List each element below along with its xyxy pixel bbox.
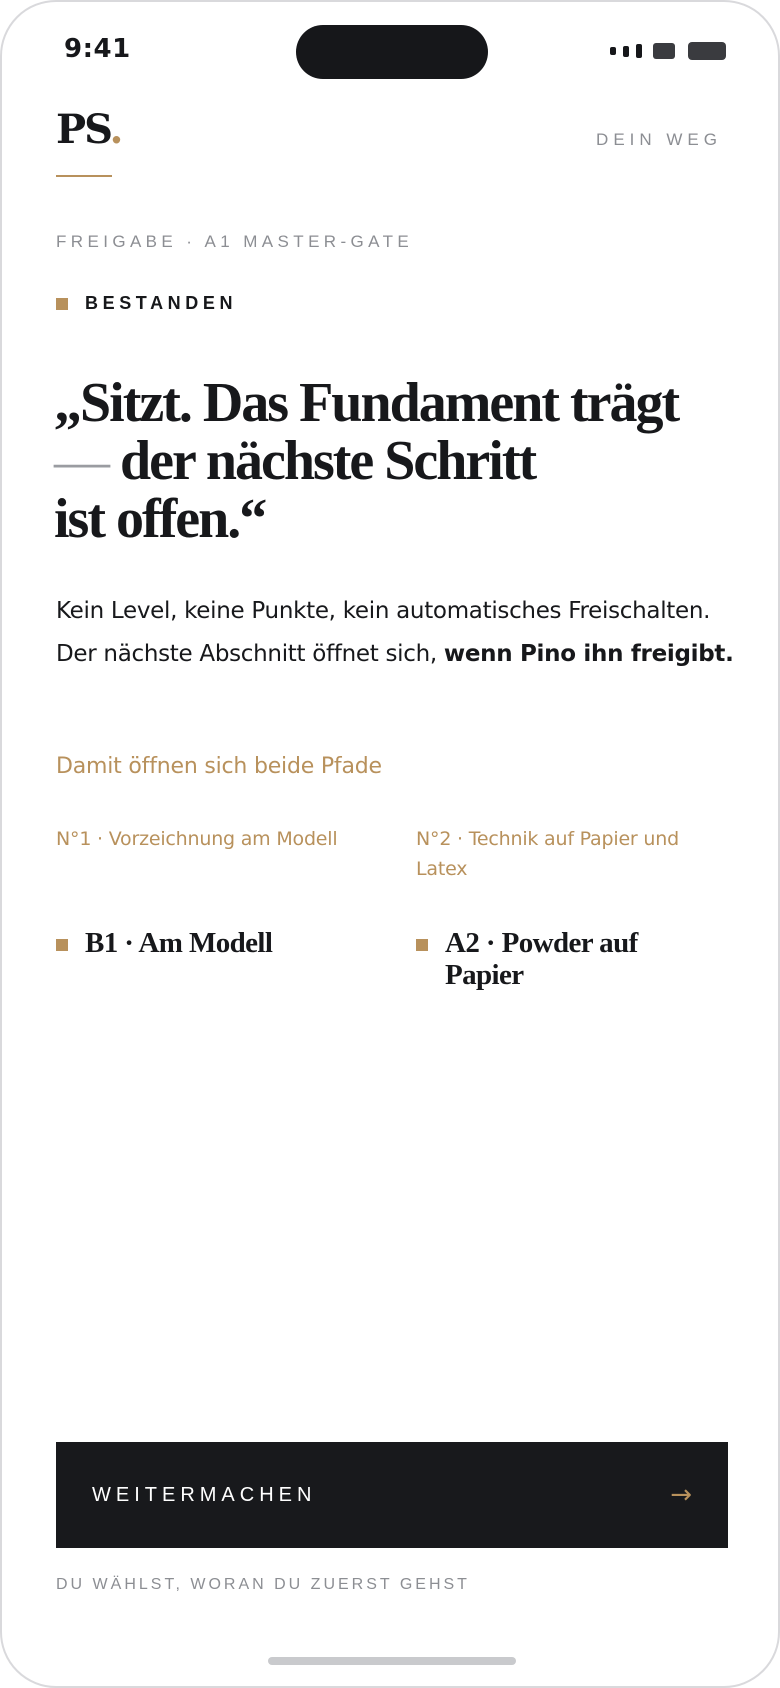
path-square-icon: [56, 939, 68, 951]
status-square-icon: [56, 298, 68, 310]
arrow-right-icon: →: [670, 1480, 692, 1510]
continue-button-label: WEITERMACHEN: [92, 1483, 317, 1506]
continue-button[interactable]: [56, 1442, 728, 1548]
signal-icon: [623, 46, 629, 57]
page-title: [54, 374, 754, 548]
path-card-2[interactable]: [416, 824, 716, 991]
battery-icon: [688, 42, 726, 60]
home-indicator[interactable]: [268, 1657, 516, 1665]
status-time: 9:41: [64, 34, 131, 64]
gate-eyebrow: FREIGABE · A1 MASTER-GATE: [56, 232, 414, 251]
headline-line-1: „Sitzt. Das Fundament trägt: [54, 372, 679, 434]
path-label: B1 · Am Modell: [85, 927, 273, 959]
headline-line-2: der nächste Schritt: [120, 430, 536, 492]
dynamic-island: [296, 25, 488, 79]
headline-line-3: ist offen.“: [54, 488, 266, 550]
headline-dash: —: [54, 430, 108, 492]
signal-icon: [610, 47, 616, 55]
path-card-1[interactable]: [56, 824, 356, 959]
path-kicker: N°1 · Vorzeichnung am Modell: [56, 828, 338, 850]
path-label: A2 · Powder auf Papier: [445, 927, 638, 991]
nav-dein-weg[interactable]: DEIN WEG: [596, 130, 722, 149]
logo-dot: .: [109, 106, 122, 153]
path-square-icon: [416, 939, 428, 951]
status-label: BESTANDEN: [85, 293, 238, 313]
logo-underline: [56, 175, 112, 177]
logo[interactable]: [56, 106, 121, 153]
path-item: [416, 927, 716, 991]
body-paragraph: [56, 590, 746, 676]
footnote: DU WÄHLST, WORAN DU ZUERST GEHST: [56, 1576, 470, 1593]
body-text-emphasis: wenn Pino ihn freigibt.: [443, 641, 734, 667]
path-kicker: N°2 · Technik auf Papier und Latex: [416, 828, 679, 880]
status-icons: [610, 42, 726, 60]
wifi-icon: [653, 43, 675, 59]
signal-icon: [636, 44, 642, 58]
status-badge: [56, 293, 237, 314]
paths-title: Damit öffnen sich beide Pfade: [56, 754, 382, 779]
path-item: [56, 927, 356, 959]
logo-text: PS: [56, 106, 110, 153]
body-text: Kein Level, keine Punkte, kein automatisches Freischalten. Der nächste Abschnitt öffnet sich,: [56, 598, 711, 667]
